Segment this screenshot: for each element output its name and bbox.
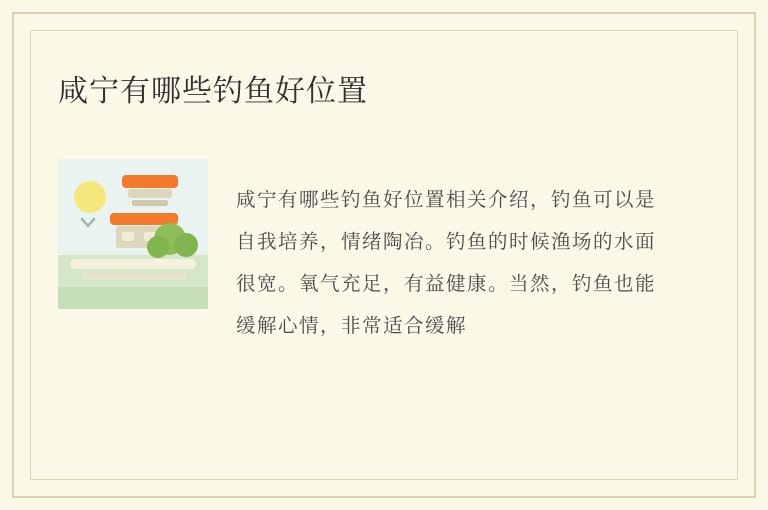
page-title: 咸宁有哪些钓鱼好位置 xyxy=(58,75,368,108)
article-content xyxy=(58,58,710,452)
article-body xyxy=(58,159,710,366)
landscape-illustration xyxy=(58,159,208,309)
article-paragraph: 咸宁有哪些钓鱼好位置相关介绍，钓鱼可以是自我培养，情绪陶冶。钓鱼的时候渔场的水面很宽。氧气充足，有益健康。当然，钓鱼也能缓解心情，非常适合缓解 xyxy=(236,187,657,337)
